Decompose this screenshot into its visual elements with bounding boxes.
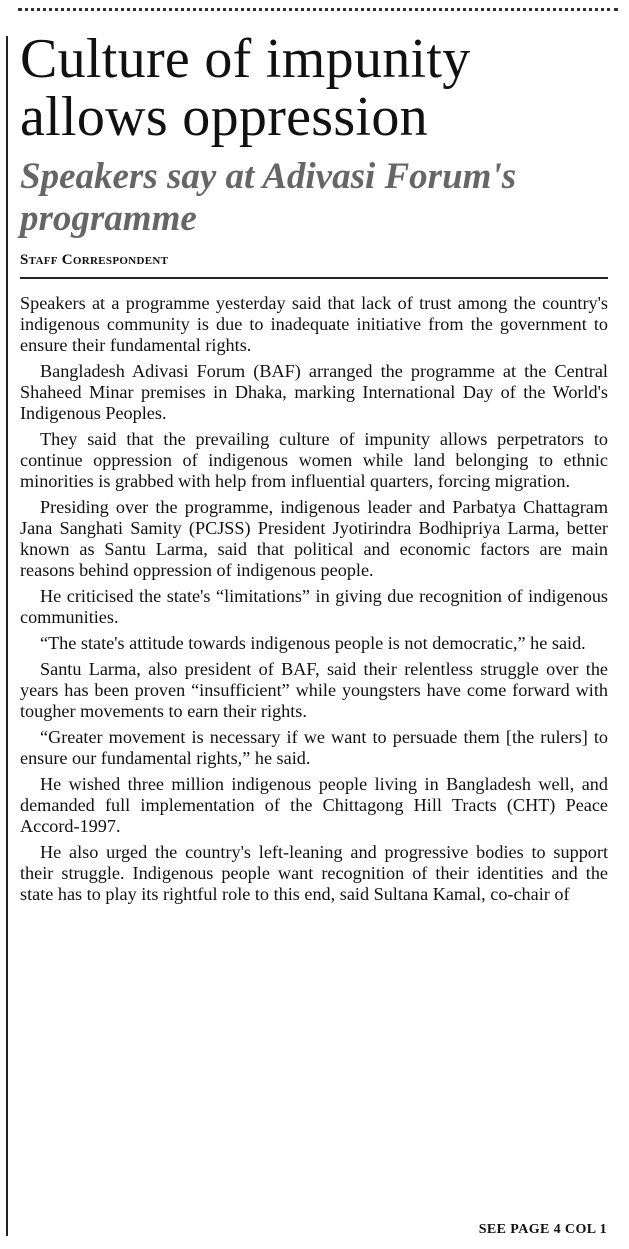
paragraph: “Greater movement is necessary if we want to persuade them [the rulers] to ensure our fundamental rights,” he said. bbox=[20, 727, 608, 768]
headline: Culture of impunity allows oppression bbox=[20, 28, 471, 148]
column-left-rule bbox=[6, 36, 8, 1236]
paragraph: “The state's attitude towards indigenous people is not democratic,” he said. bbox=[40, 633, 586, 653]
news-article bbox=[20, 30, 608, 910]
paragraph: He wished three million indigenous people living in Bangladesh well, and demanded full implementation of the Chittagong Hill Tracts (CHT) Peace Accord-1997. bbox=[20, 774, 608, 836]
paragraph: He also urged the country's left-leaning and progressive bodies to support their struggle. Indigenous people want recognition of their identities and the state has to play its rightful role to this end, said Sultana Kamal, co-chair of bbox=[20, 842, 608, 904]
article-body bbox=[20, 293, 608, 905]
paragraph: They said that the prevailing culture of impunity allows perpetrators to continue oppression of indigenous women while land belonging to ethnic minorities is grabbed with help from influential quarters, forcing migration. bbox=[20, 429, 608, 491]
continuation-note: SEE PAGE 4 COL 1 bbox=[478, 1222, 607, 1237]
paragraph: Bangladesh Adivasi Forum (BAF) arranged the programme at the Central Shaheed Minar premises in Dhaka, marking International Day of the World's Indigenous Peoples. bbox=[20, 361, 608, 423]
paragraph: Santu Larma, also president of BAF, said their relentless struggle over the years has been proven “insufficient” while youngsters have come forward with tougher movements to earn their rights. bbox=[20, 659, 608, 721]
byline: Staff Correspondent bbox=[20, 252, 169, 268]
paragraph: Speakers at a programme yesterday said that lack of trust among the country's indigenous community is due to inadequate initiative from the government to ensure their fundamental rights. bbox=[20, 293, 608, 355]
top-dotted-rule bbox=[18, 0, 618, 11]
subheadline: Speakers say at Adivasi Forum's programme bbox=[20, 156, 517, 239]
byline-divider bbox=[20, 277, 608, 279]
paragraph: Presiding over the programme, indigenous leader and Parbatya Chattagram Jana Sanghati Samity (PCJSS) President Jyotirindra Bodhipriya Larma, better known as Santu Larma, said that political and economic factors are main reasons behind oppression of indigenous people. bbox=[20, 497, 608, 580]
paragraph: He criticised the state's “limitations” in giving due recognition of indigenous communities. bbox=[20, 586, 608, 627]
